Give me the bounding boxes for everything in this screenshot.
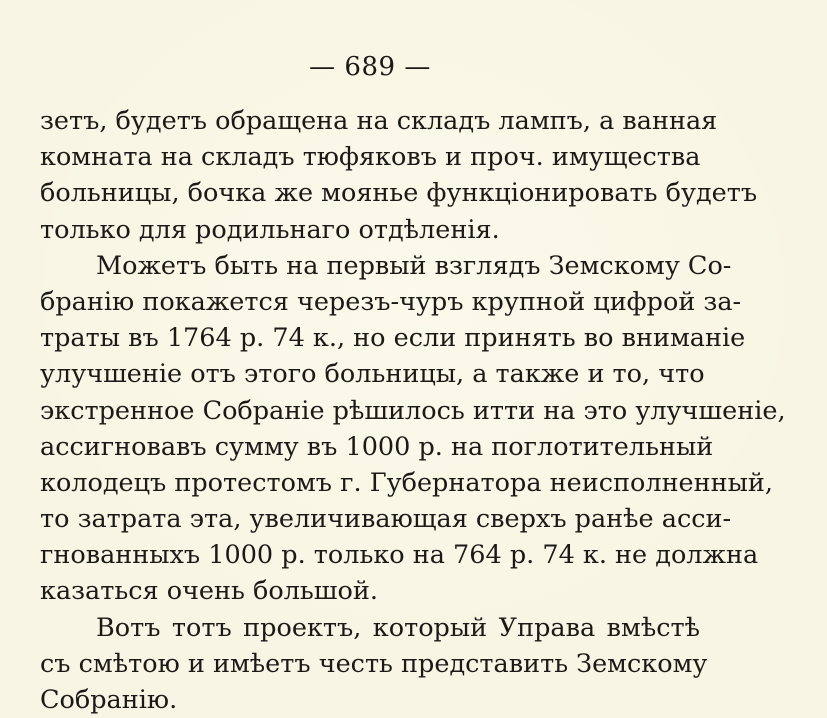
text-line: зетъ, будетъ обращена на складъ лампъ, а ванная [40,106,718,136]
page-number: — 689 — [309,52,431,82]
text-line: бранію покажется черезъ-чуръ крупной цифрой за- [40,286,742,317]
text-line: только для родильнаго отдѣленія. [40,214,500,245]
text-line: казаться очень большой. [40,576,378,607]
text-line: Собранію. [40,685,178,715]
text-line: съ смѣтою и имѣетъ честь представить Земскому [40,648,708,679]
text-line: гнованныхъ 1000 р. только на 764 р. 74 к. не должна [40,540,759,571]
text-line: экстренное Собраніе рѣшилось итти на это улучшеніе, [40,395,786,426]
text-line: ассигновавъ сумму въ 1000 р. на поглотительный [40,431,714,462]
text-line: комната на складъ тюфяковъ и проч. имущества [40,142,701,173]
paragraph-start-line: Можетъ быть на первый взглядъ Земскому Со- [96,250,732,281]
paragraph-start-line: Вотъ тотъ проектъ, который Управа вмѣстѣ [96,612,700,643]
text-line: то затрата эта, увеличивающая сверхъ ранѣе асси- [40,504,732,535]
text-line: больницы, бочка же моянье функціонировать будетъ [40,178,758,209]
body-text [40,103,786,718]
text-line: улучшеніе отъ этого больницы, а также и то, что [40,359,705,390]
text-line: траты въ 1764 р. 74 к., но если принять во вниманіе [40,323,746,354]
text-line: колодецъ протестомъ г. Губернатора неисполненный, [40,467,774,498]
